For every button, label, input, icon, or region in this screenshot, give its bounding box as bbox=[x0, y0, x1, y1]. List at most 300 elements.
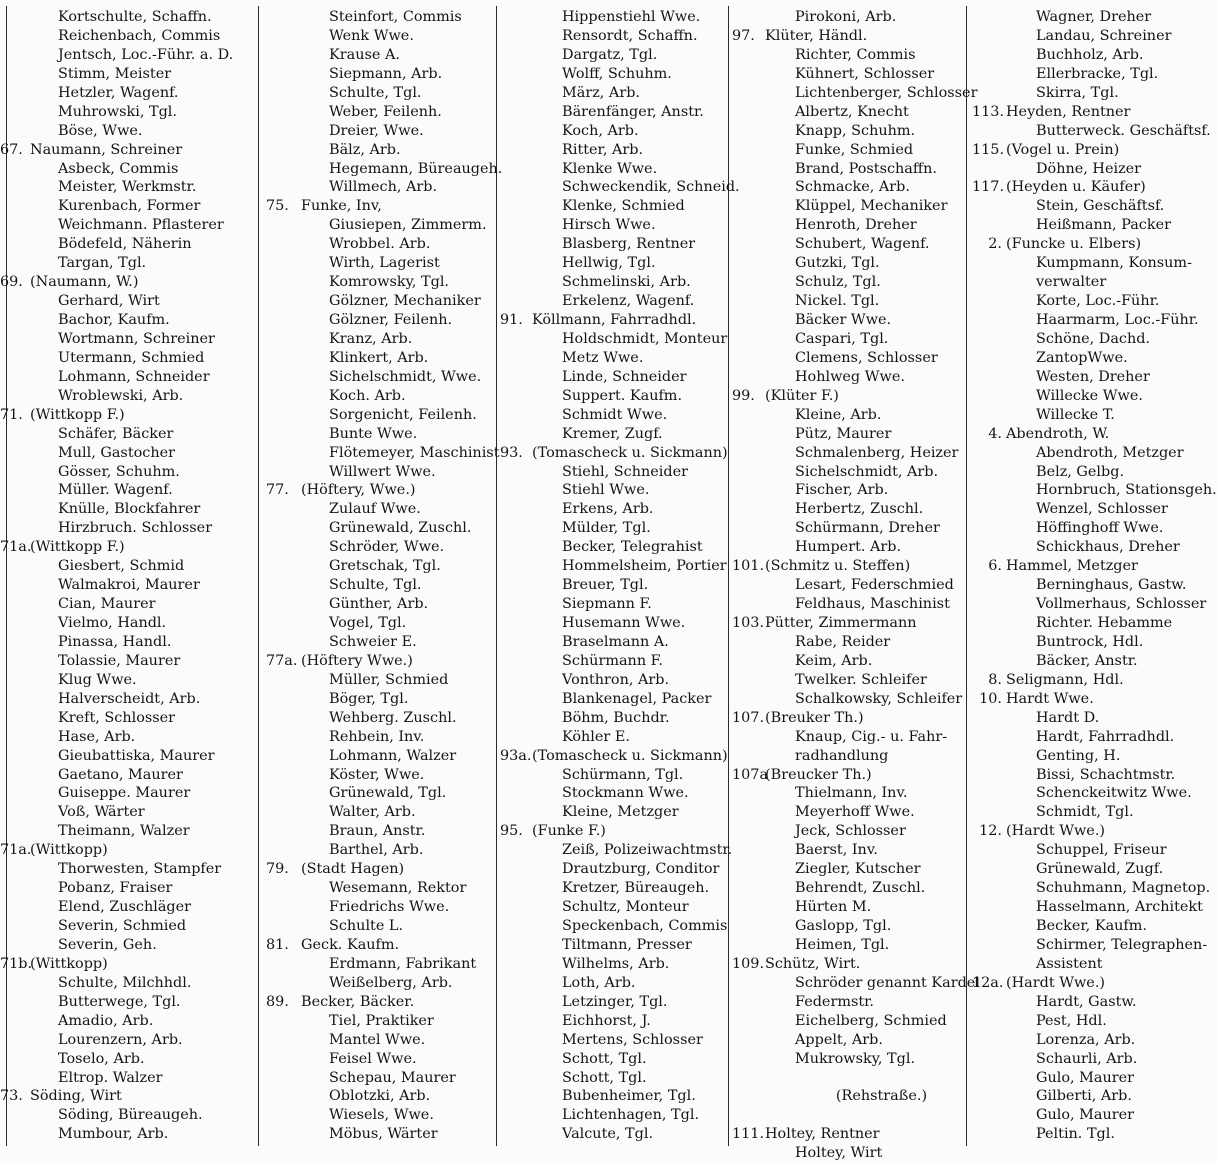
resident-entry bbox=[732, 141, 968, 160]
house-number bbox=[0, 784, 30, 803]
entry-text: Pinassa, Handl. bbox=[58, 633, 172, 650]
entry-text: Komrowsky, Tgl. bbox=[329, 274, 449, 291]
resident-entry bbox=[972, 1012, 1198, 1031]
entry-text: März, Arb. bbox=[562, 84, 640, 101]
house-number: 71b. bbox=[0, 955, 33, 972]
house-number bbox=[500, 481, 532, 500]
entry-text: Schaurli, Arb. bbox=[1036, 1050, 1138, 1067]
entry-text: Hetzler, Wagenf. bbox=[58, 84, 179, 101]
house-number: 89. bbox=[266, 993, 289, 1010]
resident-entry bbox=[500, 614, 730, 633]
house-number bbox=[500, 500, 532, 519]
resident-entry bbox=[266, 1050, 494, 1069]
entry-text: Eichhorst, J. bbox=[562, 1012, 651, 1029]
house-number bbox=[732, 1144, 765, 1163]
house-number bbox=[500, 330, 532, 349]
entry-text: Schirmer, Telegraphen- bbox=[1036, 936, 1208, 953]
house-number: 8. bbox=[988, 671, 1002, 688]
resident-entry bbox=[12, 46, 250, 65]
entry-text: Müller. Wagenf. bbox=[58, 482, 173, 499]
house-number bbox=[266, 463, 301, 482]
resident-entry bbox=[500, 1050, 730, 1069]
house-number bbox=[0, 728, 30, 747]
house-number bbox=[0, 1031, 30, 1050]
resident-entry bbox=[266, 444, 500, 463]
house-number: 81. bbox=[266, 936, 289, 953]
resident-entry bbox=[732, 84, 978, 103]
resident-entry bbox=[266, 425, 494, 444]
entry-text: Gaetano, Maurer bbox=[58, 766, 183, 783]
resident-entry bbox=[12, 993, 250, 1012]
house-number bbox=[500, 160, 532, 179]
house-number: 101. bbox=[732, 558, 765, 575]
entry-text: Schultz, Monteur bbox=[562, 899, 689, 916]
entry-text: Drautzburg, Conditor bbox=[562, 861, 720, 878]
entry-text: Keim, Arb. bbox=[795, 652, 873, 669]
entry-text: Zulauf Wwe. bbox=[329, 501, 421, 518]
resident-entry bbox=[500, 841, 733, 860]
resident-entry bbox=[266, 160, 503, 179]
entry-text: Lichtenhagen, Tgl. bbox=[562, 1107, 700, 1124]
house-number bbox=[500, 860, 532, 879]
house-entry bbox=[0, 141, 250, 160]
entry-text: Appelt, Arb. bbox=[795, 1031, 883, 1048]
house-number bbox=[500, 27, 532, 46]
house-number bbox=[972, 936, 1006, 955]
house-number: 117. bbox=[972, 179, 1005, 196]
house-number bbox=[500, 141, 532, 160]
resident-entry bbox=[12, 519, 250, 538]
house-number: 10. bbox=[979, 690, 1002, 707]
house-number bbox=[266, 292, 301, 311]
house-number bbox=[0, 444, 30, 463]
entry-text: (Höftery Wwe.) bbox=[301, 652, 413, 669]
resident-entry bbox=[500, 538, 730, 557]
house-number bbox=[732, 8, 765, 27]
house-number bbox=[500, 1125, 532, 1144]
entry-text: (Wittkopp) bbox=[30, 842, 108, 859]
entry-text: Ritter, Arb. bbox=[562, 141, 644, 158]
resident-entry bbox=[500, 1087, 730, 1106]
house-number bbox=[500, 841, 532, 860]
resident-entry bbox=[266, 235, 494, 254]
resident-entry bbox=[972, 860, 1198, 879]
resident-entry bbox=[500, 633, 730, 652]
resident-entry bbox=[500, 406, 730, 425]
entry-text: Richter, Commis bbox=[795, 46, 916, 63]
house-number bbox=[732, 1087, 765, 1106]
entry-text: Klüppel, Mechaniker bbox=[795, 198, 948, 215]
house-number bbox=[972, 784, 1006, 803]
entry-text: Ellerbracke, Tgl. bbox=[1036, 65, 1159, 82]
entry-text: Cian, Maurer bbox=[58, 596, 156, 613]
house-entry bbox=[500, 311, 730, 330]
house-number bbox=[732, 330, 765, 349]
resident-entry bbox=[972, 349, 1198, 368]
house-number bbox=[500, 425, 532, 444]
entry-text: Baerst, Inv. bbox=[795, 842, 878, 859]
house-number bbox=[972, 197, 1006, 216]
house-number bbox=[732, 425, 765, 444]
resident-entry bbox=[972, 955, 1198, 974]
house-number bbox=[266, 709, 301, 728]
resident-entry bbox=[732, 178, 968, 197]
entry-text: Walmakroi, Maurer bbox=[58, 577, 200, 594]
house-number bbox=[972, 84, 1006, 103]
house-number bbox=[732, 235, 765, 254]
resident-entry bbox=[972, 444, 1198, 463]
resident-entry bbox=[732, 595, 968, 614]
resident-entry bbox=[12, 8, 250, 27]
house-number bbox=[266, 841, 301, 860]
house-number bbox=[500, 349, 532, 368]
house-number bbox=[266, 1125, 301, 1144]
entry-text: Buchholz, Arb. bbox=[1036, 46, 1144, 63]
house-number bbox=[972, 1012, 1006, 1031]
house-number bbox=[266, 65, 301, 84]
entry-text: Sichelschmidt, Wwe. bbox=[329, 368, 482, 385]
resident-entry bbox=[732, 197, 968, 216]
house-number bbox=[500, 463, 532, 482]
resident-entry bbox=[732, 822, 968, 841]
entry-text: Müller, Schmied bbox=[329, 671, 449, 688]
resident-entry bbox=[266, 103, 494, 122]
house-number bbox=[972, 595, 1006, 614]
house-number bbox=[266, 330, 301, 349]
house-number bbox=[0, 122, 30, 141]
resident-entry bbox=[266, 822, 494, 841]
entry-text: Skirra, Tgl. bbox=[1036, 84, 1119, 101]
resident-entry bbox=[732, 803, 968, 822]
entry-text: Peltin. Tgl. bbox=[1036, 1126, 1115, 1143]
entry-text: Steinfort, Commis bbox=[329, 9, 462, 25]
house-entry bbox=[0, 406, 250, 425]
entry-text: Knülle, Blockfahrer bbox=[58, 501, 201, 518]
entry-text: Butterwege, Tgl. bbox=[58, 993, 181, 1010]
entry-text: Klinkert, Arb. bbox=[329, 349, 429, 366]
house-number bbox=[732, 974, 765, 993]
house-number bbox=[972, 841, 1006, 860]
house-number bbox=[500, 235, 532, 254]
house-number bbox=[972, 273, 1006, 292]
resident-entry bbox=[972, 330, 1198, 349]
house-number: 67. bbox=[0, 141, 23, 158]
resident-entry bbox=[972, 614, 1198, 633]
entry-text: Hase, Arb. bbox=[58, 728, 136, 745]
house-number bbox=[972, 955, 1006, 974]
entry-text: Kleine, Metzger bbox=[562, 804, 679, 821]
house-number bbox=[0, 519, 30, 538]
house-number bbox=[500, 879, 532, 898]
entry-text: Richter. Hebamme bbox=[1036, 615, 1173, 631]
resident-entry bbox=[500, 1012, 730, 1031]
entry-text: (Wittkopp F.) bbox=[30, 539, 125, 556]
entry-text: Klüter, Händl. bbox=[765, 27, 868, 44]
entry-text: Mukrowsky, Tgl. bbox=[795, 1050, 916, 1067]
house-entry bbox=[732, 27, 968, 46]
entry-text: Lorenza, Arb. bbox=[1036, 1031, 1136, 1048]
resident-entry bbox=[972, 122, 1211, 141]
resident-entry bbox=[732, 879, 968, 898]
entry-text: Schürmann F. bbox=[562, 652, 663, 669]
house-number bbox=[972, 860, 1006, 879]
resident-entry bbox=[972, 160, 1198, 179]
resident-entry bbox=[12, 84, 250, 103]
house-number bbox=[972, 633, 1006, 652]
house-number bbox=[732, 936, 765, 955]
resident-entry bbox=[500, 27, 730, 46]
resident-entry bbox=[500, 141, 730, 160]
resident-entry bbox=[500, 1125, 730, 1144]
entry-text: Meister, Werkmstr. bbox=[58, 179, 197, 196]
house-entry bbox=[972, 690, 1198, 709]
resident-entry bbox=[500, 273, 730, 292]
entry-text: Schmidt, Tgl. bbox=[1036, 804, 1134, 821]
entry-text: Herbertz, Zuschl. bbox=[795, 501, 924, 518]
house-number bbox=[266, 216, 301, 235]
entry-text: Wenk Wwe. bbox=[329, 27, 414, 44]
house-number bbox=[0, 65, 30, 84]
house-number bbox=[732, 292, 765, 311]
resident-entry bbox=[972, 633, 1198, 652]
entry-text: Breuer, Tgl. bbox=[562, 577, 649, 594]
entry-text: Schröder, Wwe. bbox=[329, 539, 445, 556]
entry-text: Abendroth, Metzger bbox=[1036, 444, 1184, 461]
entry-text: Sichelschmidt, Arb. bbox=[795, 463, 939, 480]
resident-entry bbox=[266, 1087, 494, 1106]
entry-text bbox=[765, 1069, 968, 1088]
house-number bbox=[972, 216, 1006, 235]
resident-entry bbox=[732, 46, 968, 65]
house-number bbox=[0, 974, 30, 993]
house-number bbox=[972, 576, 1006, 595]
entry-text: Schürmann, Dreher bbox=[795, 520, 940, 537]
house-number: 103. bbox=[732, 615, 765, 631]
house-number: 71. bbox=[0, 406, 23, 423]
entry-text: Erdmann, Fabrikant bbox=[329, 955, 477, 972]
resident-entry bbox=[972, 879, 1211, 898]
entry-text: Krause A. bbox=[329, 46, 400, 63]
house-number bbox=[732, 747, 765, 766]
house-number: 4. bbox=[988, 425, 1002, 442]
entry-text: Gieubattiska, Maurer bbox=[58, 747, 215, 764]
house-number bbox=[972, 652, 1006, 671]
house-number bbox=[972, 538, 1006, 557]
entry-text: Grünewald, Zugf. bbox=[1036, 861, 1164, 878]
house-number bbox=[500, 898, 532, 917]
house-number bbox=[266, 46, 301, 65]
house-entry bbox=[732, 557, 968, 576]
house-number bbox=[732, 993, 765, 1012]
entry-text: Westen, Dreher bbox=[1036, 368, 1150, 385]
house-number bbox=[500, 936, 532, 955]
house-number bbox=[0, 349, 30, 368]
house-number bbox=[732, 500, 765, 519]
house-number bbox=[266, 84, 301, 103]
entry-text: Kranz, Arb. bbox=[329, 330, 413, 347]
house-number bbox=[0, 27, 30, 46]
house-entry bbox=[0, 955, 250, 974]
resident-entry bbox=[266, 955, 494, 974]
resident-entry bbox=[972, 1125, 1198, 1144]
house-number bbox=[500, 387, 532, 406]
house-number bbox=[500, 216, 532, 235]
house-number bbox=[0, 425, 30, 444]
house-number bbox=[266, 766, 301, 785]
house-number bbox=[732, 1069, 765, 1088]
house-number bbox=[500, 1106, 532, 1125]
house-number bbox=[0, 576, 30, 595]
house-entry bbox=[266, 481, 494, 500]
resident-entry bbox=[732, 974, 980, 993]
house-number bbox=[266, 671, 301, 690]
entry-text: Flötemeyer, Maschinist bbox=[329, 444, 500, 461]
resident-entry bbox=[266, 8, 494, 27]
address-column-5 bbox=[972, 8, 1217, 1144]
entry-text: (Schmitz u. Steffen) bbox=[765, 558, 911, 575]
entry-text: Schulte, Tgl. bbox=[329, 577, 422, 594]
entry-text: Gulo, Maurer bbox=[1036, 1107, 1135, 1124]
entry-text: Böger, Tgl. bbox=[329, 690, 409, 707]
resident-entry bbox=[500, 425, 730, 444]
resident-entry bbox=[12, 368, 250, 387]
entry-text: Schmacke, Arb. bbox=[795, 179, 910, 196]
resident-entry bbox=[732, 349, 968, 368]
house-number bbox=[0, 1012, 30, 1031]
entry-text: Hardt Wwe. bbox=[1006, 690, 1094, 707]
house-number bbox=[972, 27, 1006, 46]
entry-text: Höffinghoff Wwe. bbox=[1036, 520, 1164, 537]
resident-entry bbox=[972, 747, 1198, 766]
house-number bbox=[500, 633, 532, 652]
entry-text: Tolassie, Maurer bbox=[58, 652, 181, 669]
resident-entry bbox=[972, 576, 1198, 595]
resident-entry bbox=[266, 803, 494, 822]
entry-text: Koch. Arb. bbox=[329, 387, 406, 404]
house-number bbox=[0, 633, 30, 652]
resident-entry bbox=[500, 500, 730, 519]
house-number bbox=[972, 8, 1006, 27]
resident-entry bbox=[12, 652, 250, 671]
house-number bbox=[732, 368, 765, 387]
house-number bbox=[732, 822, 765, 841]
entry-text: Gösser, Schuhm. bbox=[58, 463, 180, 480]
entry-text: Dargatz, Tgl. bbox=[562, 46, 658, 63]
entry-text: Kremer, Zugf. bbox=[562, 425, 663, 442]
house-number bbox=[500, 1069, 532, 1088]
house-number bbox=[0, 1125, 30, 1144]
resident-entry bbox=[972, 292, 1198, 311]
house-number bbox=[500, 709, 532, 728]
entry-text: Funke, Inv, bbox=[301, 198, 382, 215]
entry-text: Vielmo, Handl. bbox=[58, 615, 167, 631]
resident-entry bbox=[972, 387, 1198, 406]
resident-entry bbox=[266, 557, 494, 576]
entry-text: Blankenagel, Packer bbox=[562, 690, 712, 707]
house-number bbox=[0, 178, 30, 197]
resident-entry bbox=[732, 463, 968, 482]
resident-entry bbox=[500, 690, 730, 709]
entry-text: Elend, Zuschläger bbox=[58, 899, 192, 916]
house-number bbox=[0, 936, 30, 955]
resident-entry bbox=[12, 254, 250, 273]
resident-entry bbox=[500, 349, 730, 368]
resident-entry bbox=[732, 481, 968, 500]
resident-entry bbox=[732, 1031, 968, 1050]
resident-entry bbox=[732, 936, 968, 955]
entry-text: Siepmann, Arb. bbox=[329, 65, 443, 82]
entry-text: (Wittkopp) bbox=[30, 955, 108, 972]
entry-text: Hommelsheim, Portier bbox=[562, 558, 727, 575]
entry-text: Gaslopp, Tgl. bbox=[795, 918, 892, 934]
entry-text: Willmech, Arb. bbox=[329, 179, 438, 196]
entry-text: Oblotzki, Arb. bbox=[329, 1088, 431, 1105]
house-number bbox=[972, 1106, 1006, 1125]
entry-text: (Rehstraße.) bbox=[835, 1088, 928, 1105]
entry-text: Köhler E. bbox=[562, 728, 630, 745]
house-number bbox=[972, 1125, 1006, 1144]
house-number bbox=[732, 784, 765, 803]
entry-text: Schürmann, Tgl. bbox=[562, 766, 684, 783]
entry-text: Schalkowsky, Schleifer bbox=[795, 690, 963, 707]
entry-text: (Naumann, W.) bbox=[30, 274, 139, 291]
house-number bbox=[0, 330, 30, 349]
entry-text: Erkelenz, Wagenf. bbox=[562, 293, 695, 310]
resident-entry bbox=[266, 500, 494, 519]
resident-entry bbox=[12, 709, 250, 728]
resident-entry bbox=[12, 860, 250, 879]
entry-text: Schuhmann, Magnetop. bbox=[1036, 880, 1211, 897]
entry-text: Twelker. Schleifer bbox=[795, 671, 927, 688]
house-number bbox=[0, 481, 30, 500]
entry-text: Clemens, Schlosser bbox=[795, 349, 938, 366]
house-number bbox=[500, 614, 532, 633]
entry-text: Wehberg. Zuschl. bbox=[329, 709, 457, 726]
house-number bbox=[266, 803, 301, 822]
house-number bbox=[500, 84, 532, 103]
house-number bbox=[972, 614, 1006, 633]
house-number bbox=[972, 406, 1006, 425]
entry-text: Lichtenberger, Schlosser bbox=[795, 84, 978, 101]
entry-text: Eltrop. Walzer bbox=[58, 1069, 163, 1086]
house-number bbox=[266, 444, 301, 463]
house-number: 91. bbox=[500, 312, 523, 328]
entry-text: Köster, Wwe. bbox=[329, 766, 425, 783]
house-number bbox=[500, 1087, 532, 1106]
resident-entry bbox=[266, 273, 494, 292]
entry-text: Gretschak, Tgl. bbox=[329, 558, 441, 575]
resident-entry bbox=[732, 254, 968, 273]
house-entry bbox=[972, 103, 1198, 122]
entry-text: Giesbert, Schmid bbox=[58, 558, 185, 575]
house-number bbox=[732, 122, 765, 141]
house-number bbox=[732, 1050, 765, 1069]
resident-entry bbox=[12, 747, 250, 766]
house-number bbox=[0, 595, 30, 614]
resident-entry bbox=[972, 254, 1198, 273]
house-number bbox=[972, 766, 1006, 785]
entry-text: Korte, Loc.-Führ. bbox=[1036, 293, 1160, 310]
resident-entry bbox=[500, 160, 730, 179]
house-number bbox=[500, 1012, 532, 1031]
house-number: 115. bbox=[972, 141, 1005, 158]
entry-text: Klenke, Schmied bbox=[562, 198, 685, 215]
house-number bbox=[0, 368, 30, 387]
house-number bbox=[266, 1012, 301, 1031]
entry-text: Funke, Schmied bbox=[795, 141, 914, 158]
entry-text: radhandlung bbox=[795, 747, 889, 764]
entry-text: Berninghaus, Gastw. bbox=[1036, 577, 1187, 594]
